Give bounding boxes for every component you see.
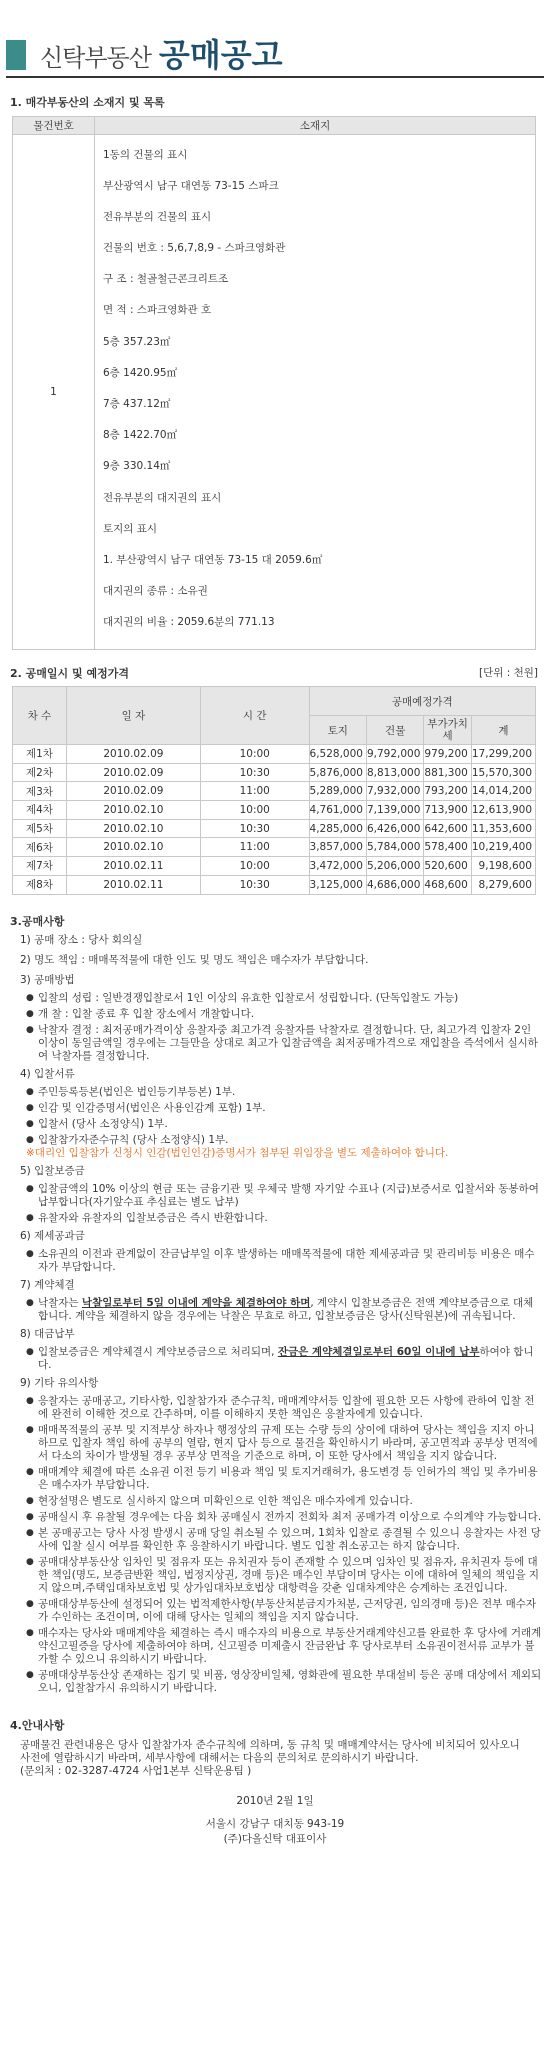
cell-round: 제8차 bbox=[13, 875, 67, 894]
document-bullet: ● 입찰서 (당사 소정양식) 1부. bbox=[26, 1118, 542, 1131]
section4 bbox=[0, 1717, 550, 1778]
deposit-bullet: ● 유찰자와 유찰자의 입찰보증금은 즉시 반환합니다. bbox=[26, 1212, 542, 1225]
property-line: 1. 부산광역시 남구 대연동 73-15 대 2059.6㎡ bbox=[103, 553, 323, 566]
header-divider bbox=[6, 76, 544, 78]
cell-vat: 642,600 bbox=[424, 819, 471, 838]
cell-round: 제7차 bbox=[13, 857, 67, 876]
property-description bbox=[95, 135, 536, 650]
document-bullet: ● 주민등록등본(법인은 법인등기부등본) 1부. bbox=[26, 1086, 542, 1099]
schedule-row bbox=[13, 857, 536, 876]
item-deposit: 5) 입찰보증금 bbox=[20, 1164, 85, 1177]
cell-time: 10:00 bbox=[200, 801, 309, 820]
cell-vat: 520,600 bbox=[424, 857, 471, 876]
cell-building: 5,784,000 bbox=[366, 838, 423, 857]
cell-time: 11:00 bbox=[200, 782, 309, 801]
cell-building: 7,139,000 bbox=[366, 801, 423, 820]
cell-vat: 468,600 bbox=[424, 875, 471, 894]
section2-title: 2. 공매일시 및 예정가격 bbox=[10, 667, 129, 680]
item-method: 3) 공매방법 bbox=[20, 973, 75, 986]
cell-time: 11:00 bbox=[200, 838, 309, 857]
payment-text-post: 하여야 합니다. bbox=[38, 1345, 534, 1371]
contact-text: (문의처 : 02-3287-4724 사업1본부 신탁운용팀 ) bbox=[20, 1764, 252, 1777]
property-line: 부산광역시 남구 대연동 73-15 스파크 bbox=[103, 179, 279, 192]
cell-vat: 793,200 bbox=[424, 782, 471, 801]
property-line: 구 조 : 철골철근콘크리트조 bbox=[103, 273, 229, 286]
cell-round: 제1차 bbox=[13, 745, 67, 764]
page-title bbox=[40, 30, 283, 76]
cell-date: 2010.02.10 bbox=[66, 801, 200, 820]
cell-land: 4,285,000 bbox=[309, 819, 366, 838]
cell-land: 3,857,000 bbox=[309, 838, 366, 857]
property-line: 대지권의 종류 : 소유권 bbox=[103, 585, 208, 598]
col-vat: 부가가치세 bbox=[424, 716, 471, 745]
property-table bbox=[12, 116, 536, 650]
cell-round: 제6차 bbox=[13, 838, 67, 857]
contract-text-post: , 계약시 입찰보증금은 전액 계약보증금으로 대체합니다. 계약을 체결하지 않을 경우에는 낙찰은 무효로 하고, 입찰보증금은 당사(신탁원본)에 귀속됩니다. bbox=[38, 1296, 534, 1322]
note-bullet: ● 공매대상부동산상 임차인 및 점유자 또는 유치권자 등이 존재할 수 있으며 임차인 및 점유자, 유치권자 등에 대한 책임(명도, 보증금반환 책임, 법정지상권, 경매 등)은 매수인 부담이며 당사는 이에 대하여 일체의 책임을 지지 않으며,주택임대차보호법 및 상가임대차보호법상 대항력을 갖춘 임대차계약은 승계하는 조건입니다. bbox=[26, 1556, 542, 1595]
info-text: 공매물건 관련내용은 당사 입찰참가자 준수규칙에 의하며, 동 규칙 및 매매계약서는 당사에 비치되어 있사오니 사전에 열람하시기 바라며, 세부사항에 대해서는 다음의 문의처로 문의하시기 바랍니다. bbox=[20, 1738, 520, 1764]
property-line: 면 적 : 스파크영화관 호 bbox=[103, 304, 212, 317]
notice-date: 2010년 2월 1일 bbox=[236, 1794, 314, 1807]
company-address: 서울시 강남구 대치동 943-19 bbox=[205, 1817, 345, 1830]
col-date: 일 자 bbox=[66, 687, 200, 745]
document-bullet: ● 인감 및 인감증명서(법인은 사용인감계 포함) 1부. bbox=[26, 1102, 542, 1115]
contract-bullet bbox=[26, 1297, 542, 1323]
cell-total: 14,014,200 bbox=[471, 782, 535, 801]
item-delivery: 2) 명도 책임 : 매매목적물에 대한 인도 및 명도 책임은 매수자가 부담합니다. bbox=[20, 953, 369, 966]
title-big: 공매공고 bbox=[158, 36, 283, 74]
method-bullet: ● 낙찰자 결정 : 최저공매가격이상 응찰자중 최고가격 응찰자를 낙찰자로 결정합니다. 단, 최고가격 입찰자 2인 이상이 동일금액일 경우에는 그들만을 상대로 최고가 입찰금액을 최저공매가격으로 재입찰을 즉석에서 실시하여 낙찰자를 결정합니다. bbox=[26, 1024, 542, 1063]
cell-time: 10:30 bbox=[200, 875, 309, 894]
note-bullet: ● 매매계약 체결에 따른 소유권 이전 등기 비용과 책임 및 토지거래허가, 용도변경 등 인허가의 책임 및 추가비용은 매수자가 부담합니다. bbox=[26, 1466, 542, 1492]
property-line: 9층 330.14㎡ bbox=[103, 460, 171, 473]
cell-date: 2010.02.11 bbox=[66, 875, 200, 894]
col-building: 건물 bbox=[366, 716, 423, 745]
cell-total: 15,570,300 bbox=[471, 763, 535, 782]
contract-text-pre: 낙찰자는 bbox=[38, 1296, 82, 1309]
item-payment: 8) 대금납부 bbox=[20, 1327, 75, 1340]
cell-time: 10:00 bbox=[200, 857, 309, 876]
note-bullet: ● 공매실시 후 유찰될 경우에는 다음 회차 공매실시 전까지 전회차 최저 공매가격 이상으로 수의계약 가능합니다. bbox=[26, 1511, 542, 1524]
cell-round: 제3차 bbox=[13, 782, 67, 801]
section4-title: 4.안내사항 bbox=[10, 1718, 65, 1732]
footer bbox=[0, 1794, 550, 1847]
item-documents: 4) 입찰서류 bbox=[20, 1067, 75, 1080]
schedule-row bbox=[13, 838, 536, 857]
cell-land: 5,876,000 bbox=[309, 763, 366, 782]
item-notes: 9) 기타 유의사항 bbox=[20, 1376, 99, 1389]
cell-round: 제5차 bbox=[13, 819, 67, 838]
payment-bullet bbox=[26, 1346, 542, 1372]
property-line: 6층 1420.95㎡ bbox=[103, 366, 178, 379]
cell-total: 10,219,400 bbox=[471, 838, 535, 857]
method-bullet: ● 입찰의 성립 : 일반경쟁입찰로서 1인 이상의 유효한 입찰로서 성립합니다. (단독입찰도 가능) bbox=[26, 992, 542, 1005]
property-line: 전유부분의 건물의 표시 bbox=[103, 210, 212, 223]
cell-time: 10:30 bbox=[200, 763, 309, 782]
note-bullet: ● 응찰자는 공매공고, 기타사항, 입찰참가자 준수규칙, 매매계약서등 입찰에 필요한 모든 사항에 관하여 입찰 전에 완전히 이해한 것으로 간주하며, 이를 이해하지 못한 책임은 응찰자에게 있습니다. bbox=[26, 1395, 542, 1421]
cell-building: 5,206,000 bbox=[366, 857, 423, 876]
note-bullet: ● 본 공매공고는 당사 사정 발생시 공매 당일 취소될 수 있으며, 1회차 입찰로 종결될 수 있으니 응찰자는 사전 당사에 입찰 실시 여부를 확인한 후 응찰하시기 바랍니다. 별도 입찰 취소공고는 하지 않습니다. bbox=[26, 1527, 542, 1553]
section1-title: 1. 매각부동산의 소재지 및 목록 bbox=[10, 96, 165, 109]
col-property-no: 물건번호 bbox=[13, 117, 95, 135]
item-place: 1) 공매 장소 : 당사 회의실 bbox=[20, 933, 143, 946]
cell-time: 10:00 bbox=[200, 745, 309, 764]
col-total: 계 bbox=[471, 716, 535, 745]
header bbox=[0, 0, 550, 80]
cell-total: 9,198,600 bbox=[471, 857, 535, 876]
section3-title: 3.공매사항 bbox=[10, 914, 65, 928]
schedule-row bbox=[13, 875, 536, 894]
cell-vat: 881,300 bbox=[424, 763, 471, 782]
cell-land: 4,761,000 bbox=[309, 801, 366, 820]
col-land: 토지 bbox=[309, 716, 366, 745]
item-contract: 7) 계약체결 bbox=[20, 1278, 75, 1291]
cell-building: 7,932,000 bbox=[366, 782, 423, 801]
cell-round: 제4차 bbox=[13, 801, 67, 820]
cell-date: 2010.02.10 bbox=[66, 838, 200, 857]
payment-deadline: 잔금은 계약체결일로부터 60일 이내에 납부 bbox=[277, 1345, 480, 1358]
cell-vat: 713,900 bbox=[424, 801, 471, 820]
cell-round: 제2차 bbox=[13, 763, 67, 782]
cell-land: 3,125,000 bbox=[309, 875, 366, 894]
note-bullet: ● 공매대상부동산상 존재하는 집기 및 비품, 영상장비일체, 영화관에 필요한 부대설비 등은 공매 대상에서 제외되오니, 입찰참가시 유의하시기 바랍니다. bbox=[26, 1669, 542, 1695]
cell-building: 6,426,000 bbox=[366, 819, 423, 838]
note-bullet: ● 공매대상부동산에 설정되어 있는 법적제한사항(부동산처분금지가처분, 근저당권, 임의경매 등)은 전부 매수자가 수인하는 조건이며, 이에 대해 당사는 일체의 책임을 지지 않습니다. bbox=[26, 1598, 542, 1624]
cell-vat: 979,200 bbox=[424, 745, 471, 764]
schedule-row bbox=[13, 819, 536, 838]
property-no: 1 bbox=[13, 135, 95, 650]
schedule-row bbox=[13, 763, 536, 782]
cell-total: 12,613,900 bbox=[471, 801, 535, 820]
property-line: 8층 1422.70㎡ bbox=[103, 429, 178, 442]
property-line: 대지권의 비율 : 2059.6분의 771.13 bbox=[103, 616, 275, 629]
header-accent-bar bbox=[6, 40, 26, 70]
company-name: (주)다올신탁 대표이사 bbox=[223, 1832, 327, 1845]
title-small: 신탁부동산 bbox=[40, 44, 151, 72]
property-line: 1동의 건물의 표시 bbox=[103, 148, 188, 161]
cell-land: 6,528,000 bbox=[309, 745, 366, 764]
cell-land: 5,289,000 bbox=[309, 782, 366, 801]
proxy-warning: ※대리인 입찰참가 신청시 인감(법인인감)증명서가 첨부된 위임장을 별도 제출하여야 합니다. bbox=[26, 1146, 449, 1159]
method-bullet: ● 개 찰 : 입찰 종료 후 입찰 장소에서 개찰합니다. bbox=[26, 1008, 542, 1021]
cell-date: 2010.02.11 bbox=[66, 857, 200, 876]
cell-building: 8,813,000 bbox=[366, 763, 423, 782]
schedule-row bbox=[13, 782, 536, 801]
section3 bbox=[0, 913, 550, 1695]
notes-list bbox=[10, 1395, 542, 1695]
deposit-bullet: ● 입찰금액의 10% 이상의 현금 또는 금융기관 및 우체국 발행 자기앞 수표나 (지급)보증서로 입찰서와 동봉하여 납부합니다(자기앞수표 추심료는 별도 납부) bbox=[26, 1183, 542, 1209]
col-time: 시 간 bbox=[200, 687, 309, 745]
cell-vat: 578,400 bbox=[424, 838, 471, 857]
unit-label: [단위 : 천원] bbox=[479, 667, 538, 679]
note-bullet: ● 매매목적물의 공부 및 지적부상 하자나 행정상의 규제 또는 수량 등의 상이에 대하여 당사는 책임을 지지 아니하므로 입찰자 책임 하에 공부의 열람, 현지 답사 등으로 물건을 확인하시기 바라며, 공고면적과 공부상 면적에서 다소의 차이가 발생될 경우 공부상 면적을 기준으로 하며, 이 또한 당사에서 책임을 지지 않습니다. bbox=[26, 1424, 542, 1463]
cell-total: 8,279,600 bbox=[471, 875, 535, 894]
cell-date: 2010.02.09 bbox=[66, 745, 200, 764]
item-taxes: 6) 제세공과금 bbox=[20, 1229, 85, 1242]
property-line: 건물의 번호 : 5,6,7,8,9 - 스파크영화관 bbox=[103, 242, 286, 255]
note-bullet: ● 매수자는 당사와 매매계약을 체결하는 즉시 매수자의 비용으로 부동산거래계약신고를 완료한 후 당사에 거래계약신고필증을 당사에 제출하여야 하며, 신고필증 미제출시 잔금완납 후 당사로부터 소유권이전서류 교부가 불가할 수 있으니 유의하시기 바랍니다. bbox=[26, 1627, 542, 1666]
property-line: 토지의 표시 bbox=[103, 522, 158, 535]
cell-total: 17,299,200 bbox=[471, 745, 535, 764]
contract-deadline: 낙찰일로부터 5일 이내에 계약을 체결하여야 하며 bbox=[81, 1296, 311, 1309]
schedule-row bbox=[13, 801, 536, 820]
cell-land: 3,472,000 bbox=[309, 857, 366, 876]
cell-date: 2010.02.10 bbox=[66, 819, 200, 838]
taxes-bullet: ● 소유권의 이전과 관계없이 잔금납부일 이후 발생하는 매매목적물에 대한 제세공과금 및 관리비등 비용은 매수자가 부담합니다. bbox=[26, 1248, 542, 1274]
property-line: 전유부분의 대지권의 표시 bbox=[103, 491, 222, 504]
cell-time: 10:30 bbox=[200, 819, 309, 838]
cell-date: 2010.02.09 bbox=[66, 763, 200, 782]
note-bullet: ● 현장설명은 별도로 실시하지 않으며 미확인으로 인한 책임은 매수자에게 있습니다. bbox=[26, 1495, 542, 1508]
cell-total: 11,353,600 bbox=[471, 819, 535, 838]
col-location: 소재지 bbox=[95, 117, 536, 135]
property-line: 5층 357.23㎡ bbox=[103, 335, 171, 348]
col-round: 차 수 bbox=[13, 687, 67, 745]
col-price-group: 공매예정가격 bbox=[309, 687, 535, 716]
payment-text-pre: 입찰보증금은 계약체결시 계약보증금으로 처리되며, bbox=[38, 1345, 278, 1358]
property-line: 7층 437.12㎡ bbox=[103, 398, 171, 410]
cell-building: 4,686,000 bbox=[366, 875, 423, 894]
schedule-table bbox=[12, 686, 536, 895]
cell-date: 2010.02.09 bbox=[66, 782, 200, 801]
document-bullet: ● 입찰참가자준수규칙 (당사 소정양식) 1부. bbox=[26, 1134, 542, 1147]
schedule-row bbox=[13, 745, 536, 764]
cell-building: 9,792,000 bbox=[366, 745, 423, 764]
